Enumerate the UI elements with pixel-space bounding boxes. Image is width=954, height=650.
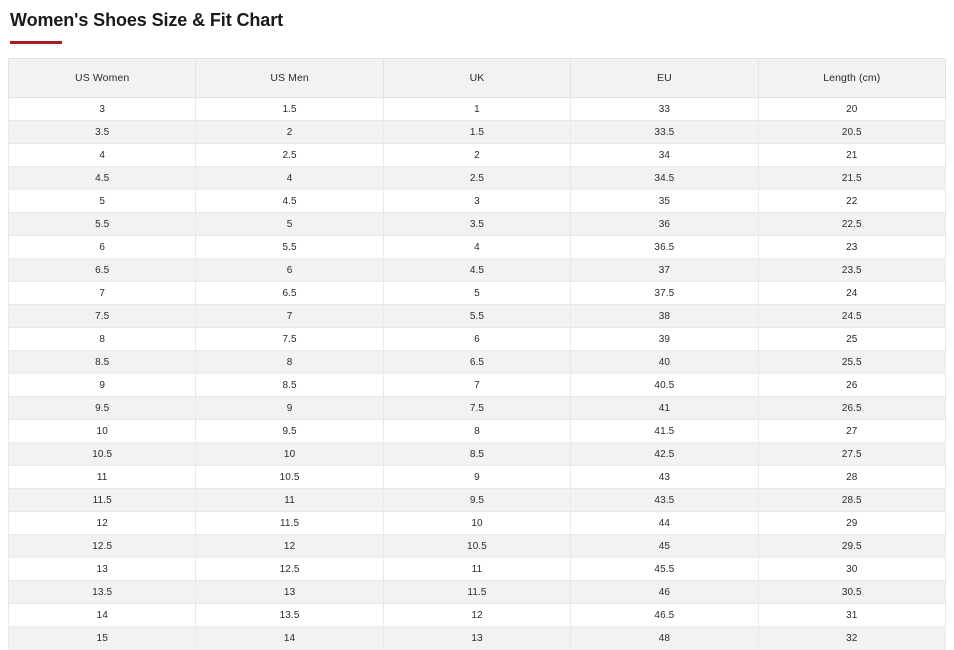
table-cell: 26 (758, 374, 945, 397)
table-cell: 2 (383, 144, 570, 167)
size-chart-table-container (0, 44, 954, 650)
column-header-us-women: US Women (9, 59, 196, 98)
table-row (9, 466, 946, 489)
table-cell: 8.5 (9, 351, 196, 374)
table-cell: 24.5 (758, 305, 945, 328)
table-cell: 23.5 (758, 259, 945, 282)
table-cell: 10 (9, 420, 196, 443)
table-row (9, 282, 946, 305)
table-cell: 10.5 (196, 466, 383, 489)
table-row (9, 305, 946, 328)
table-cell: 11 (383, 558, 570, 581)
table-cell: 8.5 (383, 443, 570, 466)
table-cell: 7 (9, 282, 196, 305)
table-cell: 3.5 (9, 121, 196, 144)
table-cell: 4.5 (383, 259, 570, 282)
table-cell: 29 (758, 512, 945, 535)
table-cell: 6 (196, 259, 383, 282)
table-cell: 36 (571, 213, 758, 236)
table-cell: 46 (571, 581, 758, 604)
table-cell: 11 (196, 489, 383, 512)
table-cell: 43 (571, 466, 758, 489)
table-cell: 22.5 (758, 213, 945, 236)
table-body (9, 98, 946, 650)
table-row (9, 190, 946, 213)
table-cell: 13 (9, 558, 196, 581)
table-cell: 10.5 (9, 443, 196, 466)
table-cell: 5.5 (9, 213, 196, 236)
table-cell: 45.5 (571, 558, 758, 581)
table-cell: 6 (383, 328, 570, 351)
table-cell: 41 (571, 397, 758, 420)
table-cell: 7.5 (196, 328, 383, 351)
table-cell: 34 (571, 144, 758, 167)
table-header-row (9, 59, 946, 98)
table-cell: 26.5 (758, 397, 945, 420)
table-cell: 33 (571, 98, 758, 121)
table-cell: 7.5 (383, 397, 570, 420)
table-row (9, 259, 946, 282)
column-header-us-men: US Men (196, 59, 383, 98)
table-row (9, 489, 946, 512)
table-row (9, 167, 946, 190)
table-row (9, 374, 946, 397)
table-cell: 40 (571, 351, 758, 374)
table-cell: 5.5 (383, 305, 570, 328)
table-cell: 12.5 (9, 535, 196, 558)
table-row (9, 236, 946, 259)
table-cell: 25.5 (758, 351, 945, 374)
table-cell: 14 (9, 604, 196, 627)
table-cell: 33.5 (571, 121, 758, 144)
table-cell: 29.5 (758, 535, 945, 558)
table-cell: 4 (383, 236, 570, 259)
table-cell: 1 (383, 98, 570, 121)
table-cell: 45 (571, 535, 758, 558)
table-cell: 20 (758, 98, 945, 121)
page-title: Women's Shoes Size & Fit Chart (10, 10, 283, 30)
table-row (9, 121, 946, 144)
column-header-length-cm: Length (cm) (758, 59, 945, 98)
table-cell: 9 (9, 374, 196, 397)
table-cell: 8 (196, 351, 383, 374)
table-cell: 27 (758, 420, 945, 443)
table-cell: 7 (196, 305, 383, 328)
column-header-uk: UK (383, 59, 570, 98)
table-cell: 12 (9, 512, 196, 535)
table-cell: 30.5 (758, 581, 945, 604)
table-row (9, 581, 946, 604)
table-cell: 28 (758, 466, 945, 489)
table-cell: 41.5 (571, 420, 758, 443)
table-cell: 4.5 (9, 167, 196, 190)
table-cell: 24 (758, 282, 945, 305)
table-cell: 13 (383, 627, 570, 650)
table-row (9, 351, 946, 374)
table-cell: 9.5 (383, 489, 570, 512)
table-cell: 37.5 (571, 282, 758, 305)
table-cell: 13.5 (9, 581, 196, 604)
table-cell: 48 (571, 627, 758, 650)
table-cell: 7.5 (9, 305, 196, 328)
table-cell: 4 (9, 144, 196, 167)
table-row (9, 397, 946, 420)
table-cell: 5.5 (196, 236, 383, 259)
table-cell: 6 (9, 236, 196, 259)
table-cell: 12 (383, 604, 570, 627)
table-cell: 13.5 (196, 604, 383, 627)
table-cell: 44 (571, 512, 758, 535)
table-cell: 7 (383, 374, 570, 397)
table-cell: 10 (383, 512, 570, 535)
table-cell: 4.5 (196, 190, 383, 213)
table-cell: 3 (9, 98, 196, 121)
table-cell: 5 (383, 282, 570, 305)
table-row (9, 535, 946, 558)
table-cell: 6.5 (383, 351, 570, 374)
table-row (9, 512, 946, 535)
table-cell: 2.5 (196, 144, 383, 167)
table-cell: 28.5 (758, 489, 945, 512)
table-row (9, 604, 946, 627)
table-cell: 31 (758, 604, 945, 627)
table-row (9, 443, 946, 466)
table-cell: 20.5 (758, 121, 945, 144)
size-chart-table (8, 58, 946, 650)
table-cell: 36.5 (571, 236, 758, 259)
table-cell: 34.5 (571, 167, 758, 190)
table-cell: 3.5 (383, 213, 570, 236)
table-cell: 21.5 (758, 167, 945, 190)
table-cell: 11.5 (9, 489, 196, 512)
table-cell: 38 (571, 305, 758, 328)
table-cell: 11.5 (196, 512, 383, 535)
title-block (0, 0, 954, 44)
table-cell: 12.5 (196, 558, 383, 581)
table-cell: 25 (758, 328, 945, 351)
table-cell: 6.5 (9, 259, 196, 282)
table-cell: 3 (383, 190, 570, 213)
table-cell: 39 (571, 328, 758, 351)
table-cell: 9.5 (9, 397, 196, 420)
table-row (9, 328, 946, 351)
table-cell: 6.5 (196, 282, 383, 305)
table-cell: 10.5 (383, 535, 570, 558)
table-cell: 15 (9, 627, 196, 650)
table-cell: 13 (196, 581, 383, 604)
table-cell: 9.5 (196, 420, 383, 443)
table-cell: 23 (758, 236, 945, 259)
table-cell: 40.5 (571, 374, 758, 397)
table-cell: 32 (758, 627, 945, 650)
table-cell: 12 (196, 535, 383, 558)
table-row (9, 420, 946, 443)
table-cell: 43.5 (571, 489, 758, 512)
table-cell: 42.5 (571, 443, 758, 466)
table-cell: 46.5 (571, 604, 758, 627)
table-cell: 22 (758, 190, 945, 213)
table-cell: 11 (9, 466, 196, 489)
table-cell: 21 (758, 144, 945, 167)
table-cell: 8.5 (196, 374, 383, 397)
table-cell: 1.5 (383, 121, 570, 144)
table-row (9, 627, 946, 650)
table-cell: 9 (383, 466, 570, 489)
table-cell: 1.5 (196, 98, 383, 121)
column-header-eu: EU (571, 59, 758, 98)
table-cell: 2 (196, 121, 383, 144)
table-row (9, 213, 946, 236)
table-cell: 9 (196, 397, 383, 420)
table-row (9, 144, 946, 167)
table-cell: 30 (758, 558, 945, 581)
table-cell: 35 (571, 190, 758, 213)
table-cell: 2.5 (383, 167, 570, 190)
table-row (9, 558, 946, 581)
table-cell: 10 (196, 443, 383, 466)
table-cell: 5 (9, 190, 196, 213)
table-cell: 8 (9, 328, 196, 351)
table-header (9, 59, 946, 98)
table-cell: 5 (196, 213, 383, 236)
table-cell: 27.5 (758, 443, 945, 466)
table-cell: 8 (383, 420, 570, 443)
table-cell: 4 (196, 167, 383, 190)
table-row (9, 98, 946, 121)
table-cell: 11.5 (383, 581, 570, 604)
table-cell: 14 (196, 627, 383, 650)
table-cell: 37 (571, 259, 758, 282)
